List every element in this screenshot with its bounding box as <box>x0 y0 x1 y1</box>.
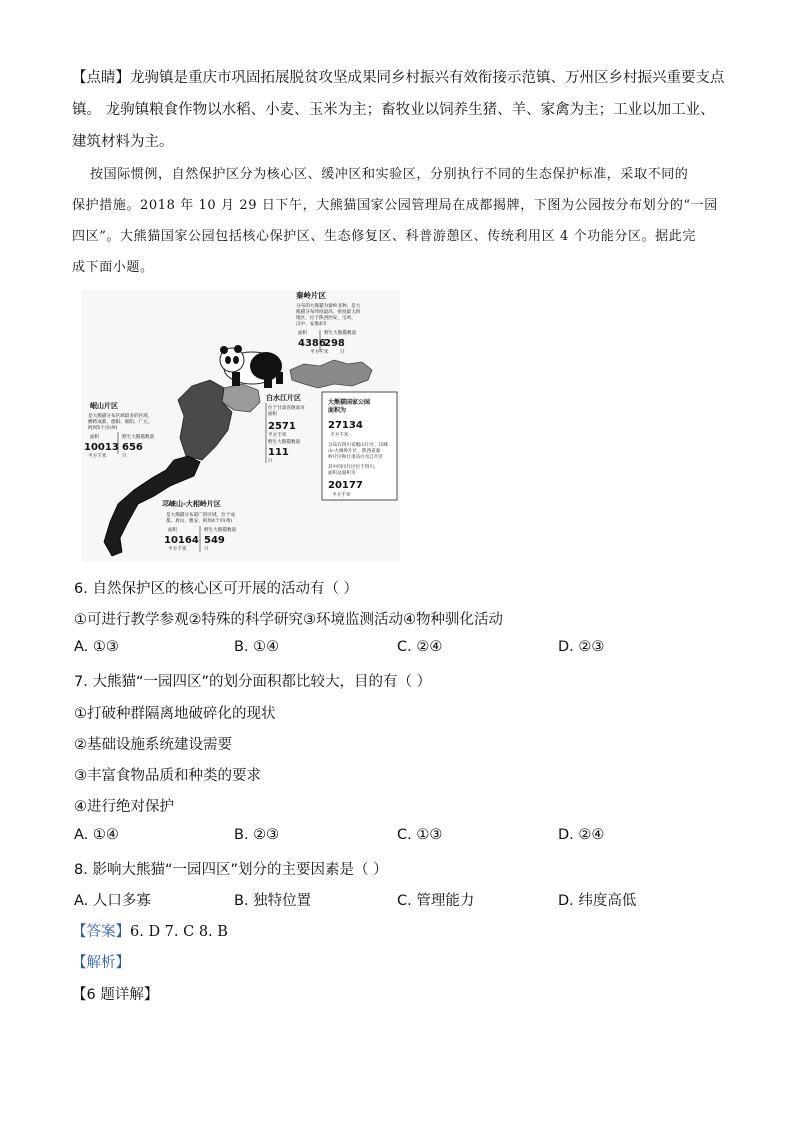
intro-line-1: 按国际惯例，自然保护区分为核心区、缓冲区和实验区，分别执行不同的生态保护标准，采取不同的 <box>90 167 689 182</box>
answer-text: 6. D 7. C 8. B <box>130 924 228 940</box>
q7-option-c: C. ①③ <box>397 827 443 843</box>
q7-option-b: B. ②③ <box>234 827 280 843</box>
svg-text:只: 只 <box>122 454 127 459</box>
q7-stem: 7. 大熊猫“一园四区”的划分面积都比较大，目的有（ ） <box>74 674 432 690</box>
svg-text:地区，位于陕西西安、宝鸡、: 地区，位于陕西西安、宝鸡、 <box>296 316 356 321</box>
q6-option-c: C. ②④ <box>397 639 443 655</box>
svg-text:20177: 20177 <box>328 480 363 491</box>
svg-text:面积: 面积 <box>298 331 308 336</box>
q7-item-1: ①打破种群隔离地破碎化的现状 <box>74 706 276 722</box>
q7-item-4: ④进行绝对保护 <box>74 799 174 815</box>
svg-text:是大熊猫分布区域最多的区域，: 是大熊猫分布区域最多的区域， <box>88 414 153 419</box>
svg-text:只: 只 <box>268 459 273 464</box>
svg-text:只: 只 <box>204 547 209 552</box>
answer-line <box>72 920 228 941</box>
svg-text:549: 549 <box>204 535 225 546</box>
svg-text:都、眉山、雅安、阿坝4个市(州): 都、眉山、雅安、阿坝4个市(州) <box>166 519 233 524</box>
svg-text:是大熊猫分布最广的区域，位于成: 是大熊猫分布最广的区域，位于成 <box>166 513 235 518</box>
svg-text:野生大熊猫数量: 野生大熊猫数量 <box>268 440 301 445</box>
q7-option-d: D. ②④ <box>558 827 605 843</box>
detail-tag: 【6 题详解】 <box>72 987 159 1003</box>
q7-option-a: A. ①④ <box>74 827 119 843</box>
q6-option-a: A. ①③ <box>74 639 119 655</box>
svg-text:位于甘肃省陇南市: 位于甘肃省陇南市 <box>268 406 305 411</box>
q8-option-d: D. 纬度高低 <box>558 893 637 909</box>
svg-text:只: 只 <box>340 350 345 355</box>
svg-text:山-大相岭片区，陕西省秦: 山-大相岭片区，陕西省秦 <box>328 449 381 454</box>
q7-item-3: ③丰富食物品质和种类的要求 <box>74 768 261 784</box>
comment-line-3: 建筑材料为主。 <box>72 134 174 150</box>
svg-text:汉中、安康4市: 汉中、安康4市 <box>296 322 327 327</box>
svg-text:4386: 4386 <box>298 338 326 349</box>
svg-text:岭片区和甘肃省白水江片区: 岭片区和甘肃省白水江片区 <box>328 455 384 460</box>
svg-text:平方千米: 平方千米 <box>332 493 351 498</box>
panda-park-map <box>82 290 400 562</box>
q8-option-c: C. 管理能力 <box>397 893 475 909</box>
svg-text:面积总面积为: 面积总面积为 <box>328 471 356 476</box>
svg-text:白水江片区: 白水江片区 <box>266 394 301 402</box>
svg-text:平方千米: 平方千米 <box>330 433 349 438</box>
svg-text:27134: 27134 <box>328 420 363 431</box>
analysis-tag: 【解析】 <box>72 955 130 971</box>
q8-stem: 8. 影响大熊猫“一园四区”划分的主要因素是（ ） <box>74 862 388 878</box>
svg-text:横跨成都、德阳、绵阳、广元、: 横跨成都、德阳、绵阳、广元、 <box>88 420 153 425</box>
q8-option-b: B. 独特位置 <box>234 893 312 909</box>
svg-text:平方千米: 平方千米 <box>310 350 329 355</box>
svg-text:面积: 面积 <box>90 435 100 440</box>
svg-text:面积: 面积 <box>168 528 178 533</box>
svg-text:分布的大熊猫为秦岭亚种，是大: 分布的大熊猫为秦岭亚种，是大 <box>296 304 361 309</box>
q6-stem: 6. 自然保护区的核心区可开展的活动有（ ） <box>74 581 359 597</box>
intro-line-2: 保护措施。2018 年 10 月 29 日下午，大熊猫国家公园管理局在成都揭牌，下图为公园按分布划分的“一园 <box>72 198 718 213</box>
comment-tag: 【点睛】 <box>72 70 130 86</box>
q8-option-a: A. 人口多寡 <box>74 893 151 909</box>
svg-text:野生大熊猫数量: 野生大熊猫数量 <box>204 528 237 533</box>
svg-text:111: 111 <box>268 447 289 458</box>
svg-text:野生大熊猫数量: 野生大熊猫数量 <box>122 435 155 440</box>
q6-option-d: D. ②③ <box>558 639 605 655</box>
q6-option-b: B. ①④ <box>234 639 280 655</box>
svg-text:熊猫分布纬度最高、密度最大的: 熊猫分布纬度最高、密度最大的 <box>296 310 361 315</box>
svg-text:2571: 2571 <box>268 421 296 432</box>
svg-text:656: 656 <box>122 442 143 453</box>
intro-line-3: 四区”。大熊猫国家公园包括核心保护区、生态修复区、科普游憩区、传统利用区 4 个功能分区。据此完 <box>72 229 696 244</box>
svg-text:邛崃山-大相岭片区: 邛崃山-大相岭片区 <box>162 500 221 508</box>
svg-text:分布在四川省岷山片区、邛崃: 分布在四川省岷山片区、邛崃 <box>328 443 388 448</box>
comment-line-2: 镇。 龙驹镇粮食作物以水稻、小麦、玉米为主；畜牧业以饲养生猪、羊、家禽为主；工业以加工业、 <box>72 102 715 118</box>
svg-text:10013: 10013 <box>84 442 119 453</box>
svg-text:大熊猫国家公园: 大熊猫国家公园 <box>328 399 371 406</box>
svg-text:平方千米: 平方千米 <box>268 433 287 438</box>
svg-text:野生大熊猫数量: 野生大熊猫数量 <box>324 331 357 336</box>
svg-text:10164: 10164 <box>164 535 199 546</box>
q7-item-2: ②基础设施系统建设需要 <box>74 737 232 753</box>
svg-text:秦岭片区: 秦岭片区 <box>296 291 326 300</box>
svg-text:298: 298 <box>324 338 345 349</box>
answer-tag: 【答案】 <box>72 924 130 940</box>
svg-text:平方千米: 平方千米 <box>88 454 107 459</box>
svg-text:阿坝5个市(州): 阿坝5个市(州) <box>88 426 118 431</box>
q6-items: ①可进行教学参观②特殊的科学研究③环境监测活动④物种驯化活动 <box>74 612 503 628</box>
svg-text:其中四川片区位于四川，: 其中四川片区位于四川， <box>328 465 379 470</box>
svg-text:面积为: 面积为 <box>328 407 347 414</box>
park-summary-box <box>322 392 397 500</box>
svg-text:面积: 面积 <box>268 412 278 417</box>
comment-line-1: 【点睛】龙驹镇是重庆市巩固拓展脱贫攻坚成果同乡村振兴有效衔接示范镇、万州区乡村振兴重要支点 <box>72 70 725 86</box>
svg-text:平方千米: 平方千米 <box>168 547 187 552</box>
svg-text:岷山片区: 岷山片区 <box>90 402 118 410</box>
intro-line-4: 成下面小题。 <box>72 260 154 275</box>
